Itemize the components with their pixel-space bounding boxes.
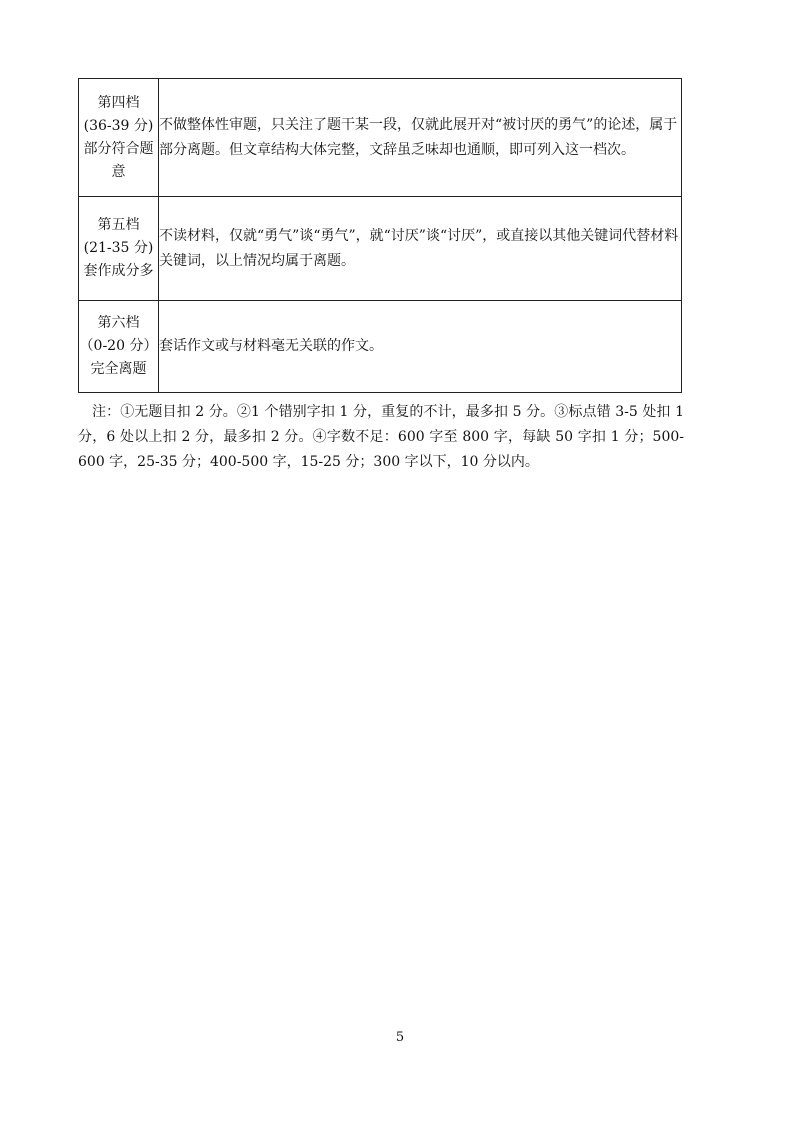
grade-label-cell bbox=[79, 79, 159, 197]
grade-category: 完全离题 bbox=[90, 361, 147, 377]
scoring-note: 注：①无题目扣 2 分。②1 个错别字扣 1 分，重复的不计，最多扣 5 分。③标点错 3-5 处扣 1 分，6 处以上扣 2 分，最多扣 2 分。④字数不足：600 字至 800 字，每缺 50 字扣 1 分；500-600 字，25-35 分；400-500 字，15-25 分；300 字以下，10 分以内。 bbox=[78, 404, 684, 470]
grade-name: 第四档 bbox=[97, 94, 140, 111]
grade-category: 部分符合题 bbox=[83, 140, 154, 157]
grading-table bbox=[78, 78, 682, 393]
grade-label-cell bbox=[79, 197, 159, 301]
grade-name: 第五档 bbox=[97, 217, 140, 233]
grade-description: 套话作文或与材料毫无关联的作文。 bbox=[159, 301, 682, 393]
grade-label-cell bbox=[79, 301, 159, 393]
grade-score-range: (36-39 分) bbox=[83, 117, 154, 134]
table-row bbox=[79, 79, 682, 197]
page-number: 5 bbox=[395, 1030, 405, 1045]
table-row bbox=[79, 301, 682, 393]
table-row bbox=[79, 197, 682, 301]
grade-description: 不做整体性审题，只关注了题干某一段，仅就此展开对“被讨厌的勇气”的论述，属于部分离题。但文章结构大体完整，文辞虽乏味却也通顺，即可列入这一档次。 bbox=[159, 79, 682, 197]
grade-category: 套作成分多 bbox=[83, 263, 154, 279]
grade-name: 第六档 bbox=[97, 315, 140, 331]
grade-category-continued: 意 bbox=[111, 163, 126, 180]
grade-score-range: (21-35 分) bbox=[83, 240, 154, 256]
grade-score-range: （0-20 分） bbox=[79, 338, 158, 354]
grade-description: 不读材料，仅就“勇气”谈“勇气”，就“讨厌”谈“讨厌”，或直接以其他关键词代替材料关键词，以上情况均属于离题。 bbox=[159, 197, 682, 301]
